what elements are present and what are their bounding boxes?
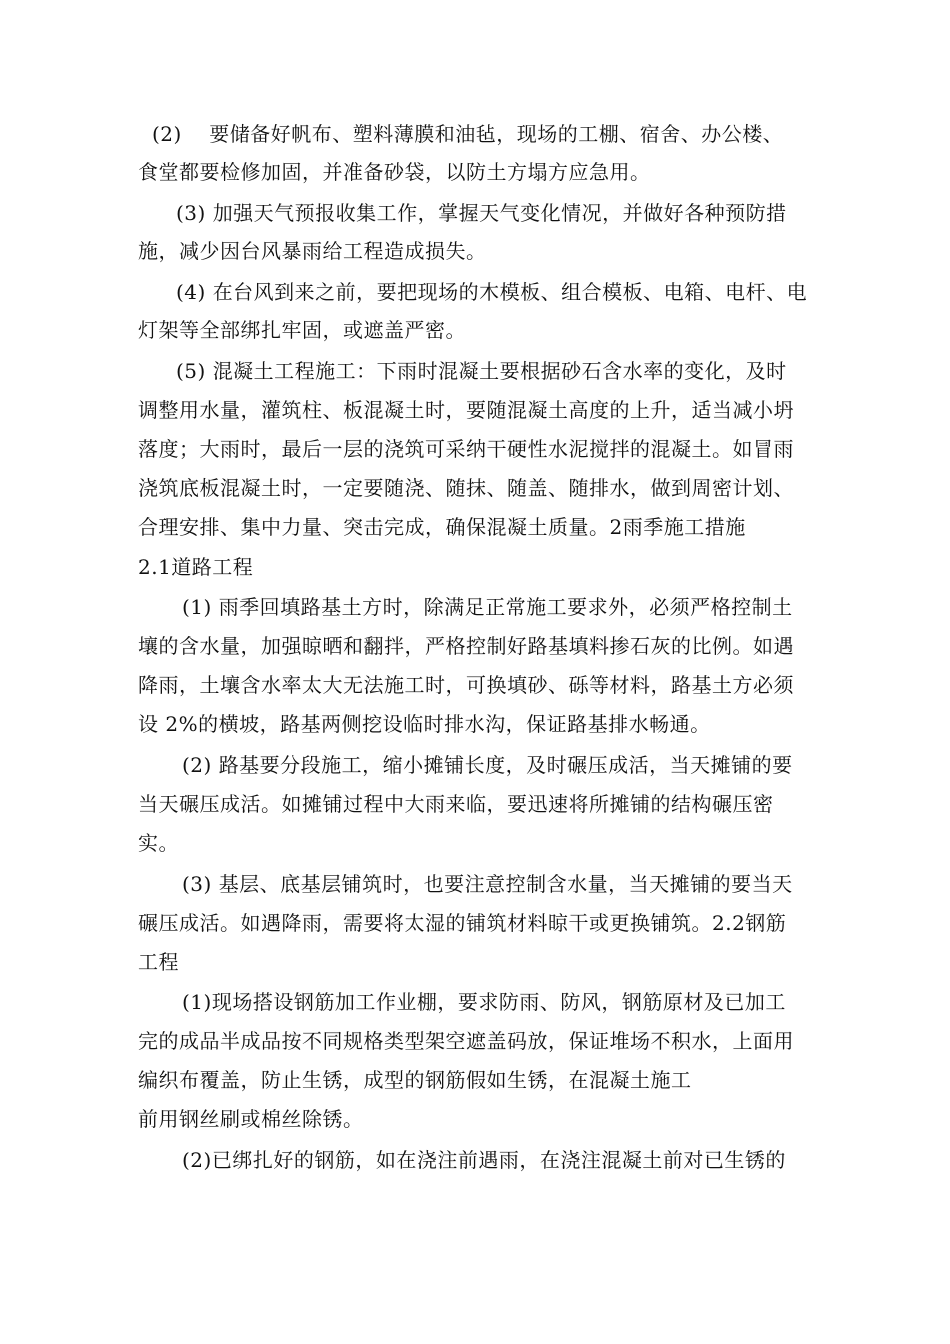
- section-heading: 2.1道路工程: [138, 555, 254, 579]
- text-line: 落度；大雨时，最后一层的浇筑可采纳干硬性水泥搅拌的混凝土。如冒雨: [138, 437, 794, 461]
- text-line: 当天碾压成活。如摊铺过程中大雨来临，要迅速将所摊铺的结构碾压密: [138, 792, 774, 816]
- text-line: 施，减少因台风暴雨给工程造成损失。: [138, 239, 487, 263]
- text-line: 调整用水量，灌筑柱、板混凝土时，要随混凝土高度的上升，适当减小坍: [138, 398, 794, 422]
- text-line: 灯架等全部绑扎牢固，或遮盖严密。: [138, 318, 466, 342]
- text-line: (1) 雨季回填路基土方时，除满足正常施工要求外，必须严格控制土: [182, 595, 793, 619]
- text-line: 降雨，土壤含水率太大无法施工时，可换填砂、砾等材料，路基土方必须: [138, 673, 794, 697]
- text-line: 合理安排、集中力量、突击完成，确保混凝土质量。2雨季施工措施: [138, 515, 746, 539]
- text-line: (3) 基层、底基层铺筑时，也要注意控制含水量，当天摊铺的要当天: [182, 872, 793, 896]
- text-line: (2)已绑扎好的钢筋，如在浇注前遇雨，在浇注混凝土前对已生锈的: [182, 1148, 786, 1172]
- text-line: 工程: [138, 950, 179, 974]
- text-line: 完的成品半成品按不同规格类型架空遮盖码放，保证堆场不积水，上面用: [138, 1029, 794, 1053]
- text-line: 浇筑底板混凝土时，一定要随浇、随抹、随盖、随排水，做到周密计划、: [138, 476, 794, 500]
- text-line: 编织布覆盖，防止生锈，成型的钢筋假如生锈，在混凝土施工: [138, 1068, 692, 1092]
- text-line: 前用钢丝刷或棉丝除锈。: [138, 1107, 364, 1131]
- text-line: 食堂都要检修加固，并准备砂袋，以防土方塌方应急用。: [138, 160, 651, 184]
- text-line: (2) 路基要分段施工，缩小摊铺长度，及时碾压成活，当天摊铺的要: [182, 753, 793, 777]
- text-line: 壤的含水量，加强晾晒和翻拌，严格控制好路基填料掺石灰的比例。如遇: [138, 634, 794, 658]
- text-line: (4) 在台风到来之前，要把现场的木模板、组合模板、电箱、电杆、电: [176, 280, 808, 304]
- text-line: 碾压成活。如遇降雨，需要将太湿的铺筑材料晾干或更换铺筑。2.2钢筋: [138, 911, 787, 935]
- text-line: 实。: [138, 831, 179, 855]
- text-line: (3) 加强天气预报收集工作，掌握天气变化情况，并做好各种预防措: [176, 201, 787, 225]
- text-line: 设 2%的横坡，路基两侧挖设临时排水沟，保证路基排水畅通。: [138, 712, 711, 736]
- text-line: (1)现场搭设钢筋加工作业棚，要求防雨、防风，钢筋原材及已加工: [182, 990, 786, 1014]
- text-line: (5) 混凝土工程施工：下雨时混凝土要根据砂石含水率的变化，及时: [176, 359, 787, 383]
- text-line: (2) 要储备好帆布、塑料薄膜和油毡，现场的工棚、宿舍、办公楼、: [152, 122, 784, 146]
